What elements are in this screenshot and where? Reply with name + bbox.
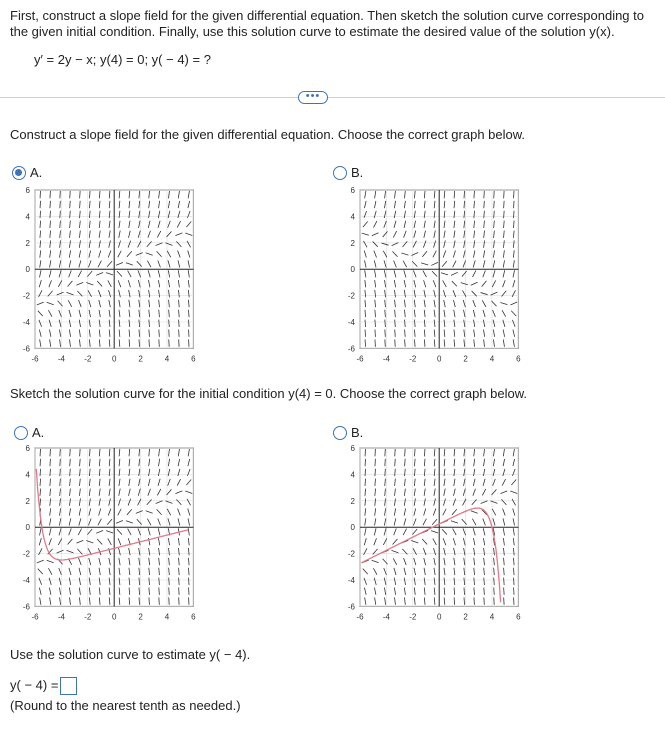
slope-segment bbox=[149, 597, 150, 604]
x-tick-label: 0 bbox=[436, 354, 442, 364]
x-tick-label: -2 bbox=[84, 354, 92, 364]
slope-segment bbox=[365, 469, 366, 476]
y-tick-label: 6 bbox=[350, 444, 355, 453]
part3-prompt: Use the solution curve to estimate y( − 4). bbox=[10, 647, 251, 662]
y-tick-label: 4 bbox=[25, 470, 30, 480]
slope-segment bbox=[514, 211, 515, 218]
solution-curve-graph-b bbox=[325, 440, 535, 630]
slope-segment bbox=[395, 339, 396, 346]
slope-field-graph-a bbox=[0, 182, 210, 372]
x-tick-label: 2 bbox=[463, 354, 468, 364]
slope-segment bbox=[464, 191, 465, 198]
x-tick-label: 6 bbox=[191, 612, 196, 622]
y-tick-label: -2 bbox=[22, 291, 30, 301]
slope-segment bbox=[169, 330, 170, 337]
slope-segment bbox=[504, 201, 505, 208]
slope-segment bbox=[149, 339, 150, 346]
slope-segment bbox=[464, 597, 465, 604]
slope-segment bbox=[50, 211, 51, 218]
x-tick-label: 2 bbox=[138, 612, 143, 622]
option-label: B. bbox=[351, 165, 364, 180]
x-tick-label: -4 bbox=[382, 612, 390, 622]
slope-segment bbox=[40, 211, 41, 218]
slope-segment bbox=[484, 191, 485, 198]
answer-label: y( − 4) = bbox=[10, 677, 59, 693]
question-equation: y′ = 2y − x; y(4) = 0; y( − 4) = ? bbox=[34, 52, 211, 67]
x-tick-label: 0 bbox=[111, 612, 117, 622]
slope-segment bbox=[405, 449, 406, 456]
slope-segment bbox=[395, 449, 396, 456]
y-tick-label: 6 bbox=[350, 186, 355, 195]
y-tick-label: -4 bbox=[347, 318, 355, 327]
part2-prompt: Sketch the solution curve for the initial condition y(4) = 0. Choose the correct graph below. bbox=[10, 386, 528, 401]
x-tick-label: 0 bbox=[111, 354, 117, 364]
slope-segment bbox=[375, 469, 376, 476]
slope-segment bbox=[179, 588, 180, 595]
x-tick-label: 4 bbox=[164, 612, 170, 622]
y-tick-label: 4 bbox=[25, 212, 30, 222]
slope-segment bbox=[494, 588, 495, 595]
radio-selected-icon[interactable] bbox=[12, 166, 26, 180]
y-tick-label: -6 bbox=[347, 344, 355, 354]
slope-segment bbox=[70, 459, 71, 466]
slope-segment bbox=[50, 469, 51, 476]
part2-option-a[interactable] bbox=[14, 425, 44, 440]
slope-segment bbox=[375, 330, 376, 337]
slope-segment bbox=[89, 191, 90, 198]
x-tick-label: 4 bbox=[489, 612, 495, 622]
divider bbox=[0, 97, 665, 98]
x-tick-label: -6 bbox=[31, 354, 39, 364]
x-tick-label: 2 bbox=[138, 354, 143, 364]
slope-segment bbox=[484, 201, 485, 208]
slope-segment bbox=[484, 597, 485, 604]
x-tick-label: 4 bbox=[164, 354, 170, 364]
slope-segment bbox=[414, 339, 415, 346]
slope-segment bbox=[484, 588, 485, 595]
y-tick-label: 4 bbox=[350, 470, 355, 480]
option-label: A. bbox=[30, 165, 43, 180]
slope-segment bbox=[70, 449, 71, 456]
slope-segment bbox=[159, 597, 160, 604]
slope-field-graph-b bbox=[325, 182, 535, 372]
x-tick-label: -6 bbox=[356, 612, 364, 622]
answer-hint: (Round to the nearest tenth as needed.) bbox=[10, 698, 241, 713]
y-tick-label: 4 bbox=[350, 212, 355, 222]
slope-segment bbox=[179, 320, 180, 327]
slope-segment bbox=[504, 578, 505, 585]
slope-segment bbox=[504, 588, 505, 595]
slope-segment bbox=[89, 449, 90, 456]
question-text: First, construct a slope field for the given differential equation. Then sketch the solution curve corresponding to the given initial condition. Finally, use this solution curve to estimate the desired value of the solution y(x). bbox=[10, 8, 644, 39]
slope-segment bbox=[70, 191, 71, 198]
slope-segment bbox=[159, 588, 160, 595]
y-tick-label: 2 bbox=[350, 496, 355, 506]
slope-segment bbox=[189, 320, 190, 327]
y-tick-label: -2 bbox=[347, 549, 355, 559]
x-tick-label: -2 bbox=[409, 354, 417, 364]
slope-segment bbox=[159, 330, 160, 337]
y-tick-label: -6 bbox=[347, 602, 355, 612]
x-tick-label: -4 bbox=[382, 354, 390, 364]
y-tick-label: -4 bbox=[22, 318, 30, 327]
x-tick-label: -4 bbox=[57, 354, 65, 364]
slope-segment bbox=[80, 191, 81, 198]
slope-segment bbox=[189, 578, 190, 585]
y-tick-label: 0 bbox=[25, 523, 30, 533]
slope-segment bbox=[494, 201, 495, 208]
y-tick-label: 2 bbox=[25, 496, 30, 506]
slope-segment bbox=[385, 459, 386, 466]
slope-segment bbox=[395, 330, 396, 337]
y-tick-label: -4 bbox=[347, 576, 355, 585]
slope-segment bbox=[474, 597, 475, 604]
slope-segment bbox=[514, 578, 515, 585]
x-tick-label: -6 bbox=[31, 612, 39, 622]
slope-segment bbox=[159, 339, 160, 346]
slope-segment bbox=[414, 449, 415, 456]
slope-segment bbox=[40, 469, 41, 476]
slope-segment bbox=[50, 201, 51, 208]
slope-segment bbox=[504, 211, 505, 218]
y-tick-label: 6 bbox=[25, 186, 30, 195]
y-tick-label: -2 bbox=[22, 549, 30, 559]
slope-segment bbox=[50, 459, 51, 466]
slope-segment bbox=[80, 449, 81, 456]
option-label: A. bbox=[32, 425, 45, 440]
y-tick-label: 0 bbox=[25, 265, 30, 275]
x-tick-label: 4 bbox=[489, 354, 495, 364]
part1-prompt: Construct a slope field for the given differential equation. Choose the correct graph below. bbox=[10, 127, 526, 142]
x-tick-label: -2 bbox=[409, 612, 417, 622]
x-tick-label: 6 bbox=[516, 612, 521, 622]
slope-segment bbox=[139, 339, 140, 346]
part1-option-a[interactable] bbox=[12, 165, 42, 180]
slope-segment bbox=[395, 459, 396, 466]
solution-curve-graph-a bbox=[0, 440, 210, 630]
radio-icon[interactable] bbox=[333, 166, 347, 180]
y-tick-label: 0 bbox=[350, 265, 355, 275]
y-tick-label: 0 bbox=[350, 523, 355, 533]
y-tick-label: 2 bbox=[350, 238, 355, 248]
y-tick-label: -6 bbox=[22, 344, 30, 354]
x-tick-label: -2 bbox=[84, 612, 92, 622]
slope-segment bbox=[365, 320, 366, 327]
slope-segment bbox=[60, 201, 61, 208]
slope-segment bbox=[375, 320, 376, 327]
radio-icon[interactable] bbox=[14, 426, 28, 440]
y-tick-label: -2 bbox=[347, 291, 355, 301]
slope-segment bbox=[179, 330, 180, 337]
x-tick-label: -4 bbox=[57, 612, 65, 622]
slope-segment bbox=[405, 339, 406, 346]
x-tick-label: -6 bbox=[356, 354, 364, 364]
slope-segment bbox=[169, 588, 170, 595]
slope-segment bbox=[139, 597, 140, 604]
slope-segment bbox=[179, 578, 180, 585]
answer-row bbox=[10, 677, 77, 695]
slope-segment bbox=[474, 191, 475, 198]
slope-segment bbox=[385, 330, 386, 337]
part2-option-b[interactable] bbox=[333, 425, 363, 440]
x-tick-label: 6 bbox=[516, 354, 521, 364]
y-tick-label: -6 bbox=[22, 602, 30, 612]
y-tick-label: 6 bbox=[25, 444, 30, 453]
answer-input[interactable] bbox=[60, 677, 77, 695]
radio-icon[interactable] bbox=[333, 426, 347, 440]
slope-segment bbox=[70, 201, 71, 208]
slope-segment bbox=[60, 459, 61, 466]
part1-option-b[interactable] bbox=[333, 165, 363, 180]
option-label: B. bbox=[351, 425, 364, 440]
x-tick-label: 2 bbox=[463, 612, 468, 622]
x-tick-label: 0 bbox=[436, 612, 442, 622]
y-tick-label: -4 bbox=[22, 576, 30, 585]
show-more-button[interactable]: ••• bbox=[298, 91, 328, 104]
y-tick-label: 2 bbox=[25, 238, 30, 248]
slope-segment bbox=[375, 459, 376, 466]
x-tick-label: 6 bbox=[191, 354, 196, 364]
